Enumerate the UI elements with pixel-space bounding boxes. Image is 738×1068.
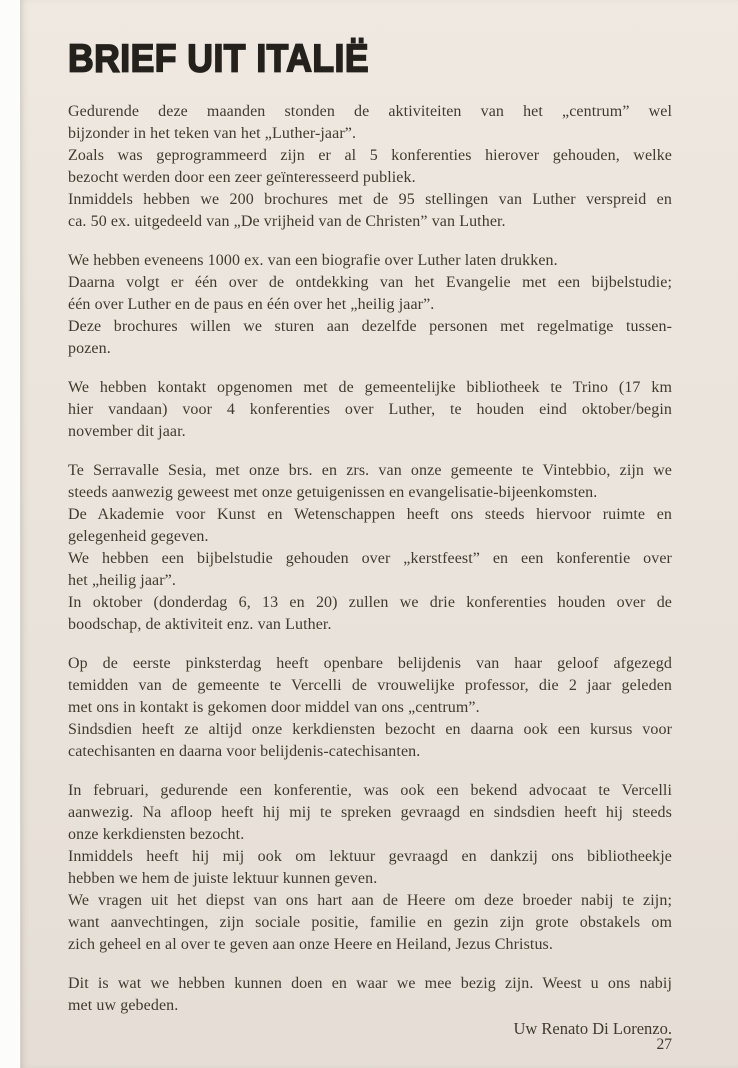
text-line: met uw gebeden. [68, 997, 179, 1014]
text-line: Sindsdien heeft ze altijd onze kerkdiensten bezocht en daarna ook een kursus voor [68, 721, 672, 738]
paragraph [68, 653, 672, 763]
text-line: We hebben eveneens 1000 ex. van een biografie over Luther laten drukken. [68, 252, 558, 269]
text-line: aanwezig. Na afloop heeft hij mij te spreken gevraagd en sindsdien heeft hij steeds [68, 804, 672, 821]
text-line: één over Luther en de paus en één over het „heilig jaar”. [68, 296, 435, 313]
letter-body [68, 101, 672, 1017]
text-line: Inmiddels hebben we 200 brochures met de 95 stellingen van Luther verspreid en [68, 191, 672, 208]
paragraph [68, 377, 672, 443]
paragraph [68, 460, 672, 636]
text-line: bijzonder in het teken van het „Luther-jaar”. [68, 125, 357, 142]
paragraph [68, 780, 672, 956]
page-number: 27 [656, 1036, 672, 1053]
text-line: Inmiddels heeft hij mij ook om lektuur gevraagd en dankzij ons bibliotheekje [68, 848, 672, 865]
text-line: boodschap, de aktiviteit enz. van Luther. [68, 616, 332, 633]
text-line: gelegenheid gegeven. [68, 528, 209, 545]
text-line: Gedurende deze maanden stonden de aktiviteiten van het „centrum” wel [68, 103, 672, 120]
text-line: hier vandaan) voor 4 konferenties over Luther, te houden eind oktober/begin [68, 401, 672, 418]
text-line: steeds aanwezig geweest met onze getuigenissen en evangelisatie-bijeenkomsten. [68, 484, 598, 501]
text-line: Zoals was geprogrammeerd zijn er al 5 konferenties hierover gehouden, welke [68, 147, 672, 164]
text-line: Te Serravalle Sesia, met onze brs. en zrs. van onze gemeente te Vintebbio, zijn we [68, 462, 672, 479]
text-line: We vragen uit het diepst van ons hart aan de Heere om deze broeder nabij te zijn; [68, 892, 672, 909]
paragraph [68, 101, 672, 233]
text-line: het „heilig jaar”. [68, 572, 176, 589]
text-line: pozen. [68, 340, 111, 357]
page-title: BRIEF UIT ITALIË [68, 36, 370, 81]
text-line: De Akademie voor Kunst en Wetenschappen heeft ons steeds hiervoor ruimte en [68, 506, 672, 523]
paragraph [68, 973, 672, 1017]
text-line: hebben we hem de juiste lektuur kunnen geven. [68, 870, 378, 887]
text-line: temidden van de gemeente te Vercelli de vrouwelijke professor, die 2 jaar geleden [68, 677, 672, 694]
letter-page [20, 0, 738, 1068]
paragraph [68, 250, 672, 360]
text-line: ca. 50 ex. uitgedeeld van „De vrijheid van de Christen” van Luther. [68, 213, 506, 230]
text-line: catechisanten en daarna voor belijdenis-catechisanten. [68, 743, 421, 760]
text-line: november dit jaar. [68, 423, 186, 440]
text-line: In februari, gedurende een konferentie, was ook een bekend advocaat te Vercelli [68, 782, 672, 799]
text-line: In oktober (donderdag 6, 13 en 20) zullen we drie konferenties houden over de [68, 594, 672, 611]
text-line: We hebben kontakt opgenomen met de gemeentelijke bibliotheek te Trino (17 km [68, 379, 672, 396]
text-line: want aanvechtingen, zijn sociale positie, familie en gezin zijn grote obstakels om [68, 914, 672, 931]
text-line: Op de eerste pinksterdag heeft openbare belijdenis van haar geloof afgezegd [68, 655, 672, 672]
text-line: zich geheel en al over te geven aan onze Heere en Heiland, Jezus Christus. [68, 936, 553, 953]
text-line: bezocht werden door een zeer geïnteresseerd publiek. [68, 169, 416, 186]
text-line: Deze brochures willen we sturen aan dezelfde personen met regelmatige tussen- [68, 318, 672, 335]
text-line: We hebben een bijbelstudie gehouden over „kerstfeest” en een konferentie over [68, 550, 672, 567]
text-line: onze kerkdiensten bezocht. [68, 826, 245, 843]
text-line: met ons in kontakt is gekomen door middel van ons „centrum”. [68, 699, 480, 716]
text-line: Dit is wat we hebben kunnen doen en waar we mee bezig zijn. Weest u ons nabij [68, 975, 672, 992]
signature: Uw Renato Di Lorenzo. [513, 1019, 672, 1038]
text-line: Daarna volgt er één over de ontdekking van het Evangelie met een bijbelstudie; [68, 274, 672, 291]
page-left-margin [0, 0, 20, 1068]
